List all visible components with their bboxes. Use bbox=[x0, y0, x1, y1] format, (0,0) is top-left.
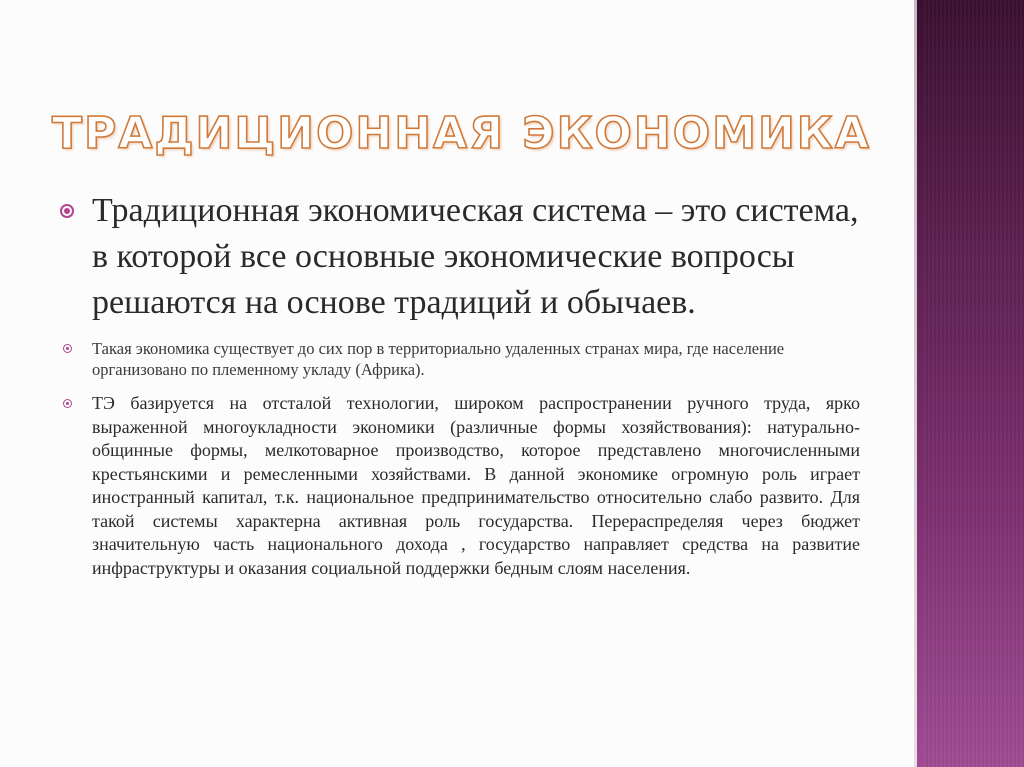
bullet-item-existence bbox=[60, 338, 860, 380]
bullet-item-description bbox=[60, 392, 860, 580]
slide-content bbox=[60, 188, 860, 580]
bullet-circle-icon bbox=[60, 204, 74, 218]
decorative-side-band bbox=[914, 0, 1024, 767]
bullet-item-definition bbox=[60, 188, 860, 326]
bullet-text: Традиционная экономическая система – это система, в которой все основные экономические вопросы решаются на основе традиций и обычаев. bbox=[92, 192, 859, 321]
bullet-text: ТЭ базируется на отсталой технологии, широком распространении ручного труда, ярко выраженной многоукладности экономики (различные формы хозяйствования): натурально-общинные формы, мелкотоварное производство, которое представлено многочисленными крестьянскими и ремесленными хозяйствами. В данной экономике огромную роль играет иностранный капитал, т.к. национальное предпринимательство относительно слабо развито. Для такой системы характерна активная роль государства. Перераспределяя через бюджет значительную часть национального дохода , государство направляет средства на развитие инфраструктуры и оказания социальной поддержки бедным слоям населения. bbox=[92, 393, 860, 578]
bullet-circle-icon bbox=[63, 344, 72, 353]
bullet-text: Такая экономика существует до сих пор в территориально удаленных странах мира, где население организовано по племенному укладу (Африка). bbox=[92, 339, 785, 379]
slide-title: ТРАДИЦИОННАЯ ЭКОНОМИКА bbox=[52, 108, 871, 159]
bullet-circle-icon bbox=[63, 399, 72, 408]
